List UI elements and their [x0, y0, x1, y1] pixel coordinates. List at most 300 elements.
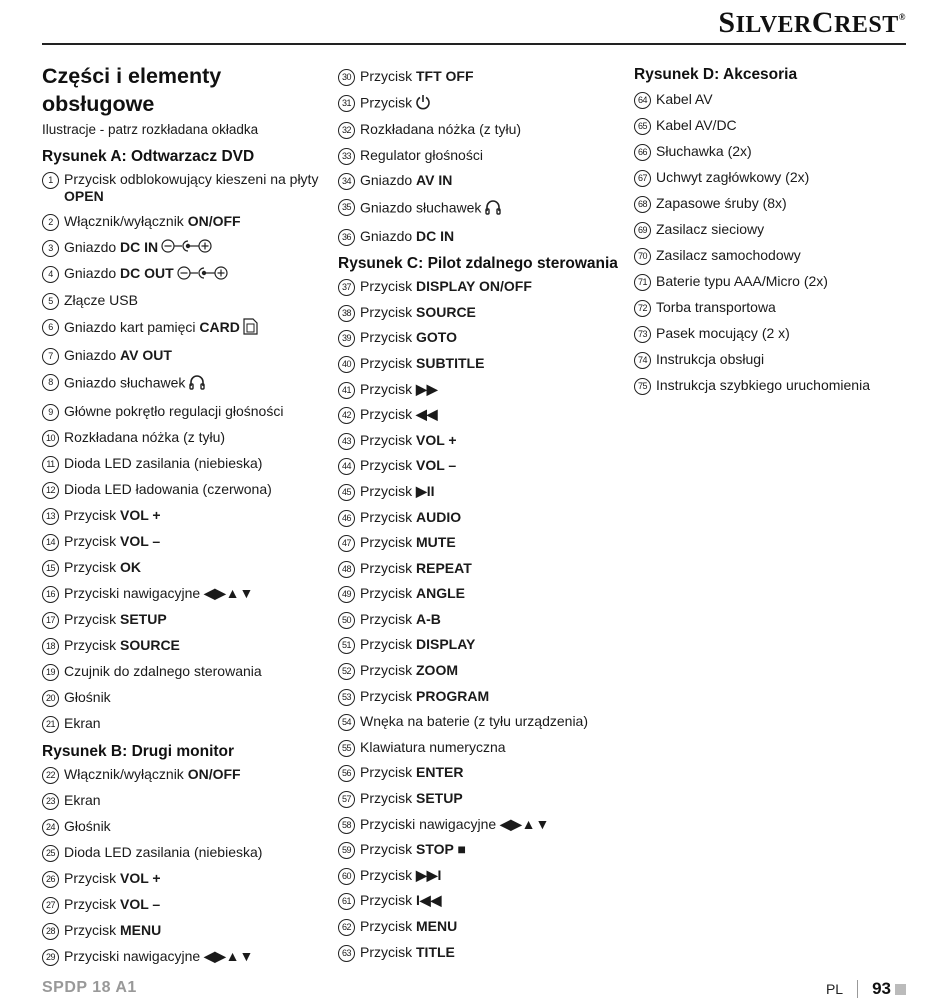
model-number: SPDP 18 A1	[42, 979, 137, 996]
part-item-54	[338, 713, 628, 731]
section-heading-a: Rysunek A: Odtwarzacz DVD	[42, 148, 255, 165]
part-label	[64, 347, 332, 364]
part-label	[64, 922, 332, 939]
part-description: Przycisk	[360, 482, 416, 499]
part-description: Przycisk	[360, 866, 416, 883]
part-number-badge: 60	[338, 868, 355, 885]
part-control-name: VOL –	[416, 457, 457, 474]
part-description: Rozkładana nóżka (z tyłu)	[64, 428, 226, 445]
part-description: Uchwyt zagłówkowy (2x)	[656, 169, 810, 185]
part-number-badge: 59	[338, 842, 355, 859]
part-control-name: AV OUT	[120, 346, 172, 363]
part-number-badge: 52	[338, 663, 355, 680]
part-control-name: ◀▶▲▼	[500, 815, 550, 832]
part-description: Przycisk	[360, 790, 416, 807]
part-control-name: AUDIO	[416, 508, 462, 525]
part-item-16	[42, 585, 332, 603]
part-label	[64, 429, 332, 446]
part-number-badge: 19	[42, 664, 59, 681]
page-title: Części i elementy obsługowe	[42, 64, 222, 116]
intro-text: Ilustracje - patrz rozkładana okładka	[42, 122, 259, 137]
part-label	[64, 403, 332, 420]
part-number-badge: 32	[338, 122, 355, 139]
part-item-6	[42, 318, 332, 339]
part-number-badge: 17	[42, 612, 59, 629]
part-number-badge: 2	[42, 214, 59, 231]
part-description: Przycisk	[360, 457, 416, 474]
part-item-70	[634, 247, 914, 265]
part-control-name: DC OUT	[120, 265, 174, 282]
part-label	[656, 117, 914, 134]
part-label	[360, 68, 628, 85]
part-control-name: GOTO	[416, 329, 457, 346]
part-control-name: ANGLE	[416, 585, 465, 602]
part-description: Rozkładana nóżka (z tyłu)	[360, 121, 522, 138]
part-number-badge: 14	[42, 534, 59, 551]
part-label	[360, 790, 628, 807]
part-item-49	[338, 585, 628, 603]
part-number-badge: 40	[338, 356, 355, 373]
language-code: PL	[825, 981, 844, 997]
part-item-33	[338, 147, 628, 165]
part-description: Złącze USB	[64, 291, 138, 308]
part-item-53	[338, 688, 628, 706]
part-item-36	[338, 228, 628, 246]
part-item-21	[42, 715, 332, 733]
part-label	[360, 892, 628, 909]
part-item-24	[42, 818, 332, 836]
part-item-44	[338, 457, 628, 475]
part-number-badge: 58	[338, 817, 355, 834]
part-label	[360, 688, 628, 705]
part-number-badge: 74	[634, 352, 651, 369]
part-number-badge: 1	[42, 172, 59, 189]
part-item-75	[634, 377, 914, 395]
part-label	[64, 373, 332, 395]
part-label	[360, 432, 628, 449]
part-label	[360, 278, 628, 295]
part-control-name: SOURCE	[416, 303, 476, 320]
part-control-name: ZOOM	[416, 662, 458, 679]
part-description: Kabel AV	[656, 91, 713, 107]
part-item-13	[42, 507, 332, 525]
part-control-name: MENU	[416, 918, 458, 934]
part-label	[360, 198, 628, 220]
part-item-41	[338, 381, 628, 399]
part-number-badge: 10	[42, 430, 59, 447]
part-control-name: REPEAT	[416, 559, 472, 576]
part-item-39	[338, 329, 628, 347]
part-number-badge: 66	[634, 144, 651, 161]
part-number-badge: 39	[338, 330, 355, 347]
part-description: Czujnik do zdalnego sterowania	[64, 662, 262, 679]
part-number-badge: 62	[338, 919, 355, 936]
part-label	[360, 228, 628, 245]
part-number-badge: 21	[42, 716, 59, 733]
part-label	[656, 273, 914, 290]
part-description: Przycisk	[360, 380, 416, 397]
part-description: Przycisk	[360, 585, 416, 602]
part-number-badge: 43	[338, 433, 355, 450]
part-description: Klawiatura numeryczna	[360, 738, 506, 755]
parts-list-d	[634, 91, 914, 395]
part-number-badge: 64	[634, 92, 651, 109]
part-number-badge: 71	[634, 274, 651, 291]
part-item-43	[338, 432, 628, 450]
part-description: Torba transportowa	[656, 299, 776, 315]
part-number-badge: 56	[338, 765, 355, 782]
part-control-name: AV IN	[416, 172, 453, 189]
part-label	[656, 91, 914, 108]
part-number-badge: 55	[338, 740, 355, 757]
part-item-22	[42, 766, 332, 784]
part-item-48	[338, 560, 628, 578]
part-item-4	[42, 265, 332, 283]
part-number-badge: 45	[338, 484, 355, 501]
part-label	[64, 870, 332, 887]
part-item-56	[338, 764, 628, 782]
part-label	[360, 611, 628, 628]
part-label	[360, 867, 628, 884]
part-description: Dioda LED ładowania (czerwona)	[64, 480, 272, 497]
part-control-name: STOP ■	[416, 841, 466, 858]
part-control-name: SETUP	[416, 790, 463, 807]
part-description: Przycisk	[64, 636, 120, 653]
part-number-badge: 51	[338, 637, 355, 654]
part-control-name: CARD	[199, 318, 240, 335]
headphones-icon	[188, 373, 206, 395]
part-control-name: TITLE	[416, 943, 455, 960]
part-label	[64, 792, 332, 809]
part-description: Zasilacz samochodowy	[656, 247, 801, 263]
part-item-1	[42, 171, 332, 205]
part-label	[360, 121, 628, 138]
part-item-19	[42, 663, 332, 681]
part-item-40	[338, 355, 628, 373]
part-number-badge: 61	[338, 893, 355, 910]
part-item-28	[42, 922, 332, 940]
part-item-3	[42, 239, 332, 257]
part-label	[360, 560, 628, 577]
part-control-name: DISPLAY ON/OFF	[416, 278, 532, 295]
header-rule	[42, 43, 906, 45]
part-description: Głośnik	[64, 817, 111, 834]
part-item-63	[338, 944, 628, 962]
part-item-67	[634, 169, 914, 187]
part-control-name: ▶▶	[416, 380, 438, 397]
part-number-badge: 16	[42, 586, 59, 603]
part-number-badge: 63	[338, 945, 355, 962]
part-item-59	[338, 841, 628, 859]
part-description: Przycisk	[360, 406, 416, 423]
part-control-name: ◀◀	[416, 406, 438, 423]
part-description: Przycisk	[360, 841, 416, 858]
part-description: Główne pokrętło regulacji głośności	[64, 402, 284, 419]
part-number-badge: 53	[338, 689, 355, 706]
part-item-60	[338, 867, 628, 885]
part-description: Przycisk	[360, 918, 416, 934]
section-heading-d: Rysunek D: Akcesoria	[634, 66, 798, 83]
part-label	[360, 94, 628, 114]
part-label	[64, 715, 332, 732]
part-description: Zasilacz sieciowy	[656, 221, 765, 237]
part-item-52	[338, 662, 628, 680]
part-description: Przycisk	[360, 329, 416, 346]
part-label	[360, 304, 628, 321]
part-label	[656, 351, 914, 368]
part-number-badge: 68	[634, 196, 651, 213]
part-number-badge: 28	[42, 923, 59, 940]
part-label	[64, 239, 332, 257]
part-item-2	[42, 213, 332, 231]
part-label	[360, 816, 628, 833]
part-description: Zapasowe śruby (8x)	[656, 195, 787, 211]
part-description: Przycisk	[64, 921, 120, 938]
part-control-name: VOL +	[120, 869, 161, 886]
part-number-badge: 15	[42, 560, 59, 577]
part-label	[360, 636, 628, 653]
part-description: Przycisk	[360, 278, 416, 295]
part-number-badge: 4	[42, 266, 59, 283]
part-number-badge: 75	[634, 378, 651, 395]
part-control-name: PROGRAM	[416, 687, 490, 704]
part-description: Przyciski nawigacyjne	[360, 815, 501, 832]
part-description: Przycisk	[64, 532, 120, 549]
part-description: Przycisk	[360, 303, 416, 320]
part-item-30	[338, 68, 628, 86]
part-number-badge: 65	[634, 118, 651, 135]
part-label	[360, 457, 628, 474]
part-description: Przycisk	[360, 431, 416, 448]
part-number-badge: 44	[338, 458, 355, 475]
part-label	[64, 689, 332, 706]
part-label	[360, 662, 628, 679]
part-control-name: MUTE	[416, 534, 456, 551]
part-label	[64, 171, 332, 205]
part-number-badge: 25	[42, 845, 59, 862]
part-item-35	[338, 198, 628, 220]
part-label	[656, 169, 914, 186]
part-item-31	[338, 94, 628, 114]
part-description: Słuchawka (2x)	[656, 143, 752, 159]
part-item-26	[42, 870, 332, 888]
part-label	[656, 143, 914, 160]
part-number-badge: 70	[634, 248, 651, 265]
part-item-42	[338, 406, 628, 424]
part-description: Przycisk	[360, 892, 416, 909]
part-number-badge: 9	[42, 404, 59, 421]
footer-divider	[857, 980, 858, 998]
part-item-27	[42, 896, 332, 914]
part-control-name: I◀◀	[416, 892, 442, 909]
part-number-badge: 34	[338, 173, 355, 190]
part-description: Przycisk	[360, 354, 416, 371]
part-label	[360, 944, 628, 961]
part-item-74	[634, 351, 914, 369]
part-number-badge: 36	[338, 229, 355, 246]
part-label	[64, 455, 332, 472]
part-number-badge: 5	[42, 293, 59, 310]
part-description: Przycisk	[360, 943, 416, 960]
part-control-name: ▶II	[416, 482, 435, 499]
part-label	[64, 559, 332, 576]
column-1	[42, 62, 332, 974]
part-item-5	[42, 292, 332, 310]
part-description: Przycisk	[360, 559, 416, 576]
part-item-58	[338, 816, 628, 834]
part-item-8	[42, 373, 332, 395]
part-number-badge: 31	[338, 95, 355, 112]
part-number-badge: 20	[42, 690, 59, 707]
part-label	[64, 611, 332, 628]
headphones-icon	[484, 198, 502, 220]
part-label	[64, 507, 332, 524]
part-item-37	[338, 278, 628, 296]
part-label	[64, 844, 332, 861]
part-number-badge: 54	[338, 714, 355, 731]
part-number-badge: 35	[338, 199, 355, 216]
part-number-badge: 37	[338, 279, 355, 296]
part-number-badge: 11	[42, 456, 59, 473]
part-label	[64, 533, 332, 550]
part-description: Gniazdo	[64, 239, 121, 255]
part-label	[64, 213, 332, 230]
part-description: Przycisk	[360, 764, 416, 781]
part-number-badge: 7	[42, 348, 59, 365]
part-label	[64, 585, 332, 602]
part-control-name: SOURCE	[120, 636, 180, 653]
part-item-32	[338, 121, 628, 139]
part-number-badge: 57	[338, 791, 355, 808]
part-label	[360, 172, 628, 189]
part-description: Baterie typu AAA/Micro (2x)	[656, 273, 828, 289]
part-item-20	[42, 689, 332, 707]
page-marker-square	[895, 984, 906, 995]
part-number-badge: 24	[42, 819, 59, 836]
part-control-name: MENU	[120, 921, 162, 938]
parts-list-c	[338, 278, 628, 961]
part-description: Ekran	[64, 714, 101, 731]
part-label	[360, 355, 628, 372]
part-label	[64, 766, 332, 783]
part-description: Gniazdo słuchawek	[64, 374, 186, 391]
part-item-29	[42, 948, 332, 966]
part-control-name: ON/OFF	[187, 765, 241, 782]
part-description: Przycisk odblokowujący kieszeni na płyty	[64, 171, 319, 187]
part-description: Gniazdo słuchawek	[360, 199, 482, 216]
part-description: Dioda LED zasilania (niebieska)	[64, 843, 263, 860]
part-number-badge: 72	[634, 300, 651, 317]
part-description: Włącznik/wyłącznik	[64, 765, 188, 782]
part-number-badge: 48	[338, 561, 355, 578]
part-item-9	[42, 403, 332, 421]
part-description: Gniazdo	[64, 265, 121, 282]
part-label	[360, 406, 628, 423]
part-item-25	[42, 844, 332, 862]
part-label	[360, 147, 628, 164]
part-label	[656, 377, 914, 394]
part-number-badge: 47	[338, 535, 355, 552]
dc-polarity-icon	[161, 239, 213, 257]
part-item-68	[634, 195, 914, 213]
part-item-55	[338, 739, 628, 757]
part-description: Przycisk	[360, 68, 416, 84]
part-control-name: SETUP	[120, 610, 167, 627]
part-label	[64, 663, 332, 680]
part-description: Przycisk	[64, 610, 120, 627]
part-description: Przycisk	[64, 869, 120, 886]
part-number-badge: 42	[338, 407, 355, 424]
part-description: Włącznik/wyłącznik	[64, 213, 188, 229]
part-item-34	[338, 172, 628, 190]
part-item-47	[338, 534, 628, 552]
part-number-badge: 8	[42, 374, 59, 391]
part-label	[64, 948, 332, 965]
part-label	[656, 325, 914, 342]
part-description: Gniazdo	[360, 172, 417, 189]
part-number-badge: 41	[338, 382, 355, 399]
part-number-badge: 26	[42, 871, 59, 888]
part-control-name: DC IN	[416, 227, 455, 244]
part-description: Przycisk	[360, 534, 416, 551]
part-label	[360, 713, 628, 730]
part-label	[656, 221, 914, 238]
part-control-name: ENTER	[416, 764, 464, 781]
part-description: Przycisk	[64, 506, 120, 523]
part-description: Przycisk	[360, 662, 416, 679]
part-description: Gniazdo	[360, 227, 417, 244]
part-item-72	[634, 299, 914, 317]
sd-card-icon	[243, 318, 258, 339]
page-footer	[826, 979, 906, 999]
part-item-57	[338, 790, 628, 808]
part-item-64	[634, 91, 914, 109]
dc-polarity-icon	[177, 266, 229, 284]
part-description: Gniazdo	[64, 346, 121, 363]
part-label	[360, 585, 628, 602]
part-description: Gniazdo kart pamięci	[64, 318, 200, 335]
part-number-badge: 18	[42, 638, 59, 655]
part-label	[360, 918, 628, 935]
part-description: Przyciski nawigacyjne	[64, 584, 205, 601]
part-item-46	[338, 509, 628, 527]
part-number-badge: 6	[42, 319, 59, 336]
part-control-name: VOL –	[120, 532, 161, 549]
part-label	[360, 764, 628, 781]
part-control-name: OPEN	[64, 188, 104, 204]
part-number-badge: 22	[42, 767, 59, 784]
part-number-badge: 30	[338, 69, 355, 86]
power-icon	[415, 94, 431, 114]
part-description: Przycisk	[360, 508, 416, 525]
part-label	[64, 265, 332, 283]
part-control-name: DC IN	[120, 239, 159, 255]
part-control-name: VOL +	[120, 506, 161, 523]
silvercrest-logo: SILVERCREST®	[718, 6, 906, 39]
part-description: Przycisk	[64, 558, 120, 575]
part-control-name: OK	[120, 558, 141, 575]
part-item-38	[338, 304, 628, 322]
column-3	[634, 64, 914, 403]
part-description: Przycisk	[64, 895, 120, 912]
part-description: Przycisk	[360, 610, 416, 627]
part-number-badge: 3	[42, 240, 59, 257]
part-item-61	[338, 892, 628, 910]
part-label	[64, 318, 332, 339]
part-control-name: VOL +	[416, 431, 457, 448]
part-item-7	[42, 347, 332, 365]
part-control-name: DISPLAY	[416, 636, 476, 653]
